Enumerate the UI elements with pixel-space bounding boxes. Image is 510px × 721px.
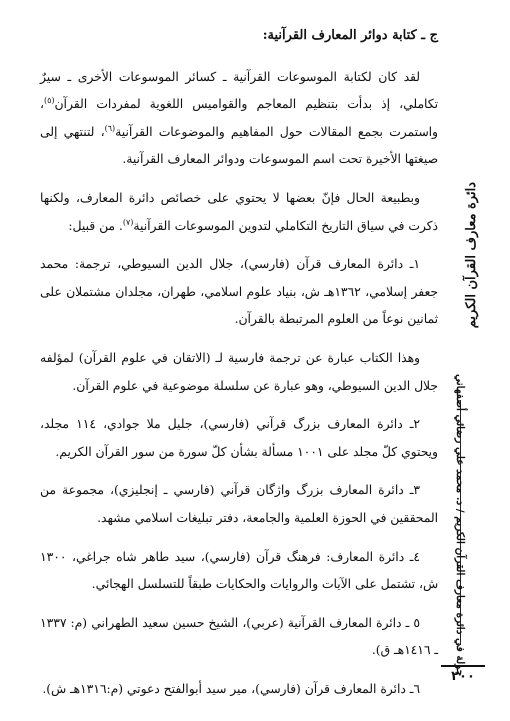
footnote-ref[interactable]: (٥): [43, 96, 55, 106]
footnote-ref[interactable]: (٧): [122, 217, 134, 227]
list-item: ٥ ـ دائرة المعارف القرآنية (عربي)، الشيخ حسين سعيد الطهراني (م: ١٣٣٧ ـ ١٤١٦هـ ق).: [40, 615, 438, 658]
list-item: ٦ـ دائرة المعارف قرآن (فارسي)، مير سيد أبوالفتح دعوتي (م:١٣١٦هـ ش).: [42, 681, 420, 696]
list-item: ١ـ دائرة المعارف قرآن (فارسي)، جلال الدين السيوطي، ترجمة: محمد جعفر إسلامي، ١٣٦٢هـ ش، بنياد علوم اسلامي، طهران، مجلدان مشتملان على ثمانين نوعاً من العلوم المرتبطة بالقرآن.: [40, 257, 438, 327]
text-column: [40, 22, 438, 714]
paragraph: وبطبيعة الحال فإنّ بعضها لا يحتوي على خصائص دائرة المعارف، ولكنها ذكرت في سياق التاريخ التكاملي لتدوين الموسوعات القرآنية$^{(٧)}$. من قبيل:: [40, 190, 438, 233]
page-number: ٢٠٠: [441, 665, 485, 684]
list-item: ٤ـ دائرة المعارف: فرهنگ قرآن (فارسي)، سيد طاهر شاه جراغي، ١٣٠٠ ش، تشتمل على الآيات والروايات والحكايات طبقاً للتسلسل الهجائي.: [40, 549, 438, 592]
paragraph: لقد كان لكتابة الموسوعات القرآنية ـ كسائر الموسوعات الأخرى ـ سيرٌ تكاملي، إذ بدأت بتنظيم المعاجم والقواميس اللغوية لمفردات القرآن$^{(٥)}$، واستمرت بجمع المقالات حول المفاهيم والموضوعات القرآنية$^{(٦)}$، لتنتهي إلى صيغتها الأخيرة تحت اسم الموسوعات ودوائر المعارف القرآنية.: [40, 69, 438, 167]
section-heading: ج ـ كتابة دوائر المعارف القرآنية:: [262, 28, 438, 43]
paragraph: وهذا الكتاب عبارة عن ترجمة فارسية لـ (الاتقان في علوم القرآن) لمؤلفه جلال الدين السيوطي، وهو عبارة عن سلسلة موضوعية في علوم القرآن.: [40, 350, 438, 393]
list-item: ٢ـ دائرة المعارف بزرگ قرآني (فارسي)، جليل ملا جوادي، ١١٤ مجلد، ويحتوي كلّ مجلد على ١٠٠١ مسألة بشأن كلّ سورة من سور القرآن الكريم.: [40, 417, 438, 459]
footnote-ref[interactable]: (٦): [104, 123, 116, 133]
running-title: جولة في دائرة معارف القرآن الكريم / د. محمد علي رضائي أصفهاني: [454, 373, 466, 677]
list-item: ٣ـ دائرة المعارف بزرگ واژگان قرآني (فارسي ـ إنجليزي)، مجموعة من المحققين في الحوزة العلمية والجامعة، دفتر تبليغات اسلامي مشهد.: [40, 483, 438, 525]
calligraphy-logo: دائرة معارف القرآن الكريم: [463, 181, 479, 329]
